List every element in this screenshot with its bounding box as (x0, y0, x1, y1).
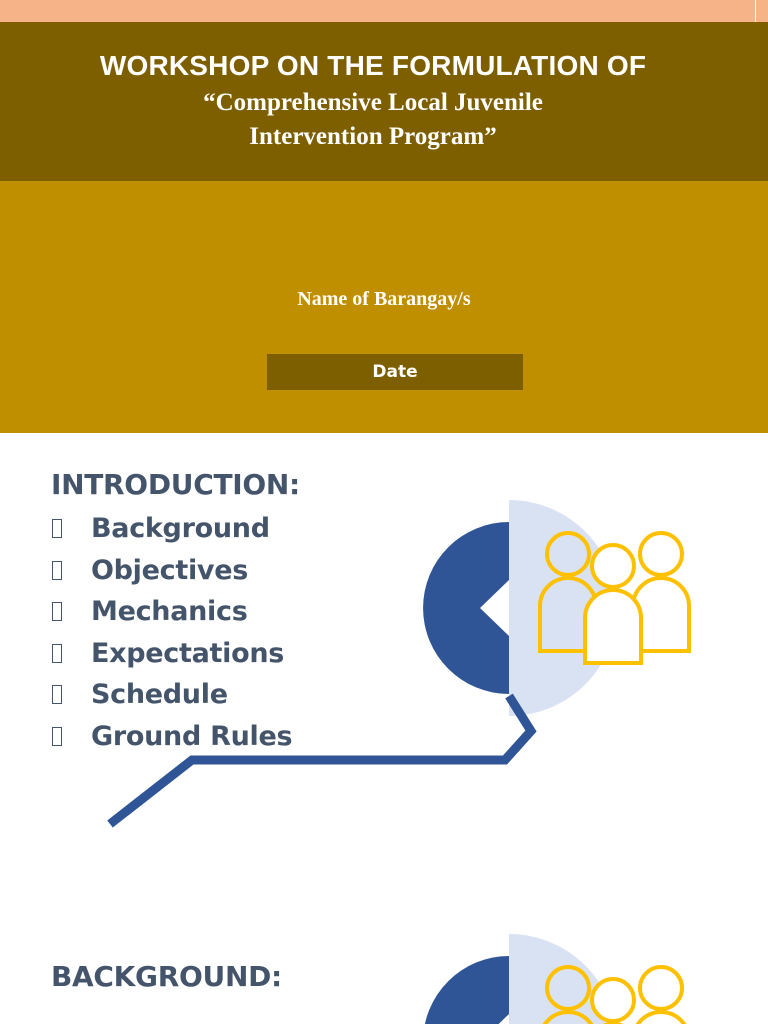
list-item-label: Schedule (91, 679, 228, 711)
date-box: Date (267, 354, 523, 390)
blue-speech-half (423, 956, 509, 1024)
list-item-label: Background (91, 513, 270, 545)
title-sub-line1: “Comprehensive Local Juvenile (203, 89, 543, 116)
list-item-label: Expectations (91, 637, 285, 669)
list-item-label: Objectives (91, 554, 248, 586)
introduction-heading: INTRODUCTION: (51, 468, 300, 501)
background-heading: BACKGROUND: (51, 960, 282, 993)
barangay-name: Name of Barangay/s (297, 288, 471, 310)
list-item-label: Ground Rules (91, 720, 293, 752)
list-item-label: Mechanics (91, 596, 248, 628)
title-sub-line2: Intervention Program” (249, 123, 497, 150)
title-main: WORKSHOP ON THE FORMULATION OF (99, 50, 647, 81)
